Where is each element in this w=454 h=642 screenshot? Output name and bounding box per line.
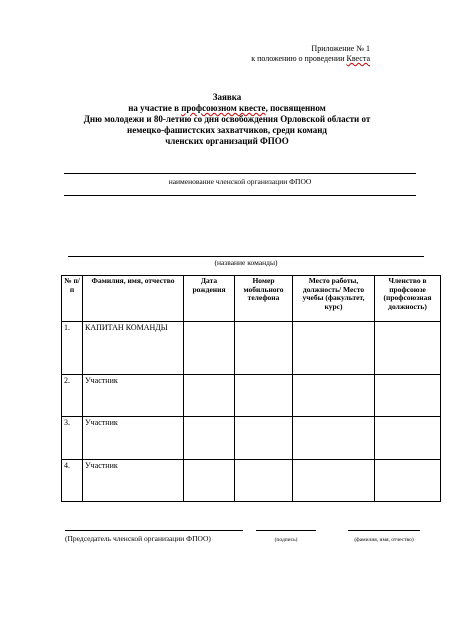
header-full-name: Фамилия, имя, отчество: [83, 276, 184, 322]
chair-signature-line: [65, 530, 243, 531]
row-birth-date[interactable]: [184, 322, 235, 375]
sign-line: [256, 530, 316, 531]
row-union[interactable]: [375, 322, 441, 375]
table-row: [62, 375, 441, 417]
title-line-1: Заявка: [212, 92, 242, 102]
row-number: 1.: [62, 322, 83, 375]
table-row: [62, 460, 441, 502]
row-number: 3.: [62, 417, 83, 460]
team-name-caption: (название команды): [214, 258, 278, 267]
org-name-caption: наименование членской организации ФПОО: [168, 177, 312, 186]
title-line-5: членских организаций ФПОО: [165, 136, 289, 146]
table-header-row: [62, 276, 441, 322]
row-birth-date[interactable]: [184, 375, 235, 417]
row-name: Участник: [83, 375, 184, 417]
row-name: КАПИТАН КОМАНДЫ: [83, 322, 184, 375]
row-union[interactable]: [375, 417, 441, 460]
header-union-membership: Членство в профсоюзе (профсоюзная должность): [375, 276, 441, 322]
sign-label: (подпись): [274, 537, 298, 543]
table-row: [62, 417, 441, 460]
header-workplace: Место работы, должность/ Место учебы (факультет, курс): [293, 276, 375, 322]
chair-label: (Председатель членской организации ФПОО): [65, 534, 211, 543]
annex-quest-word: Квеста: [346, 54, 370, 63]
row-birth-date[interactable]: [184, 460, 235, 502]
row-workplace[interactable]: [293, 322, 375, 375]
row-number: 2.: [62, 375, 83, 417]
header-birth-date: Дата рождения: [184, 276, 235, 322]
title-quest-word: профсоюзном квесте: [181, 103, 266, 113]
row-birth-date[interactable]: [184, 417, 235, 460]
org-name-line: [64, 173, 416, 174]
row-union[interactable]: [375, 460, 441, 502]
participants-table: [61, 275, 441, 502]
row-workplace[interactable]: [293, 375, 375, 417]
org-name-line-2: [64, 195, 416, 196]
row-number: 4.: [62, 460, 83, 502]
annex-line-2: к положению о проведении Квеста: [251, 54, 370, 63]
annex-line-1: Приложение № 1: [311, 44, 370, 53]
title-line-3: Дню молодежи и 80-летию со дня освобождения Орловской области от: [83, 114, 371, 124]
row-name: Участник: [83, 417, 184, 460]
row-phone[interactable]: [235, 375, 293, 417]
name-label: (фамилия, имя, отчество): [354, 537, 414, 543]
table-row: [62, 322, 441, 375]
title-line-4: немецко-фашистских захватчиков, среди команд: [127, 125, 327, 135]
row-union[interactable]: [375, 375, 441, 417]
title-line-2: на участие в профсоюзном квесте, посвященном: [128, 103, 326, 113]
header-number: № п/п: [62, 276, 83, 322]
row-workplace[interactable]: [293, 417, 375, 460]
row-phone[interactable]: [235, 322, 293, 375]
row-name: Участник: [83, 460, 184, 502]
row-workplace[interactable]: [293, 460, 375, 502]
header-phone: Номер мобильного телефона: [235, 276, 293, 322]
name-line: [348, 530, 420, 531]
row-phone[interactable]: [235, 460, 293, 502]
team-name-line: [68, 256, 424, 257]
row-phone[interactable]: [235, 417, 293, 460]
